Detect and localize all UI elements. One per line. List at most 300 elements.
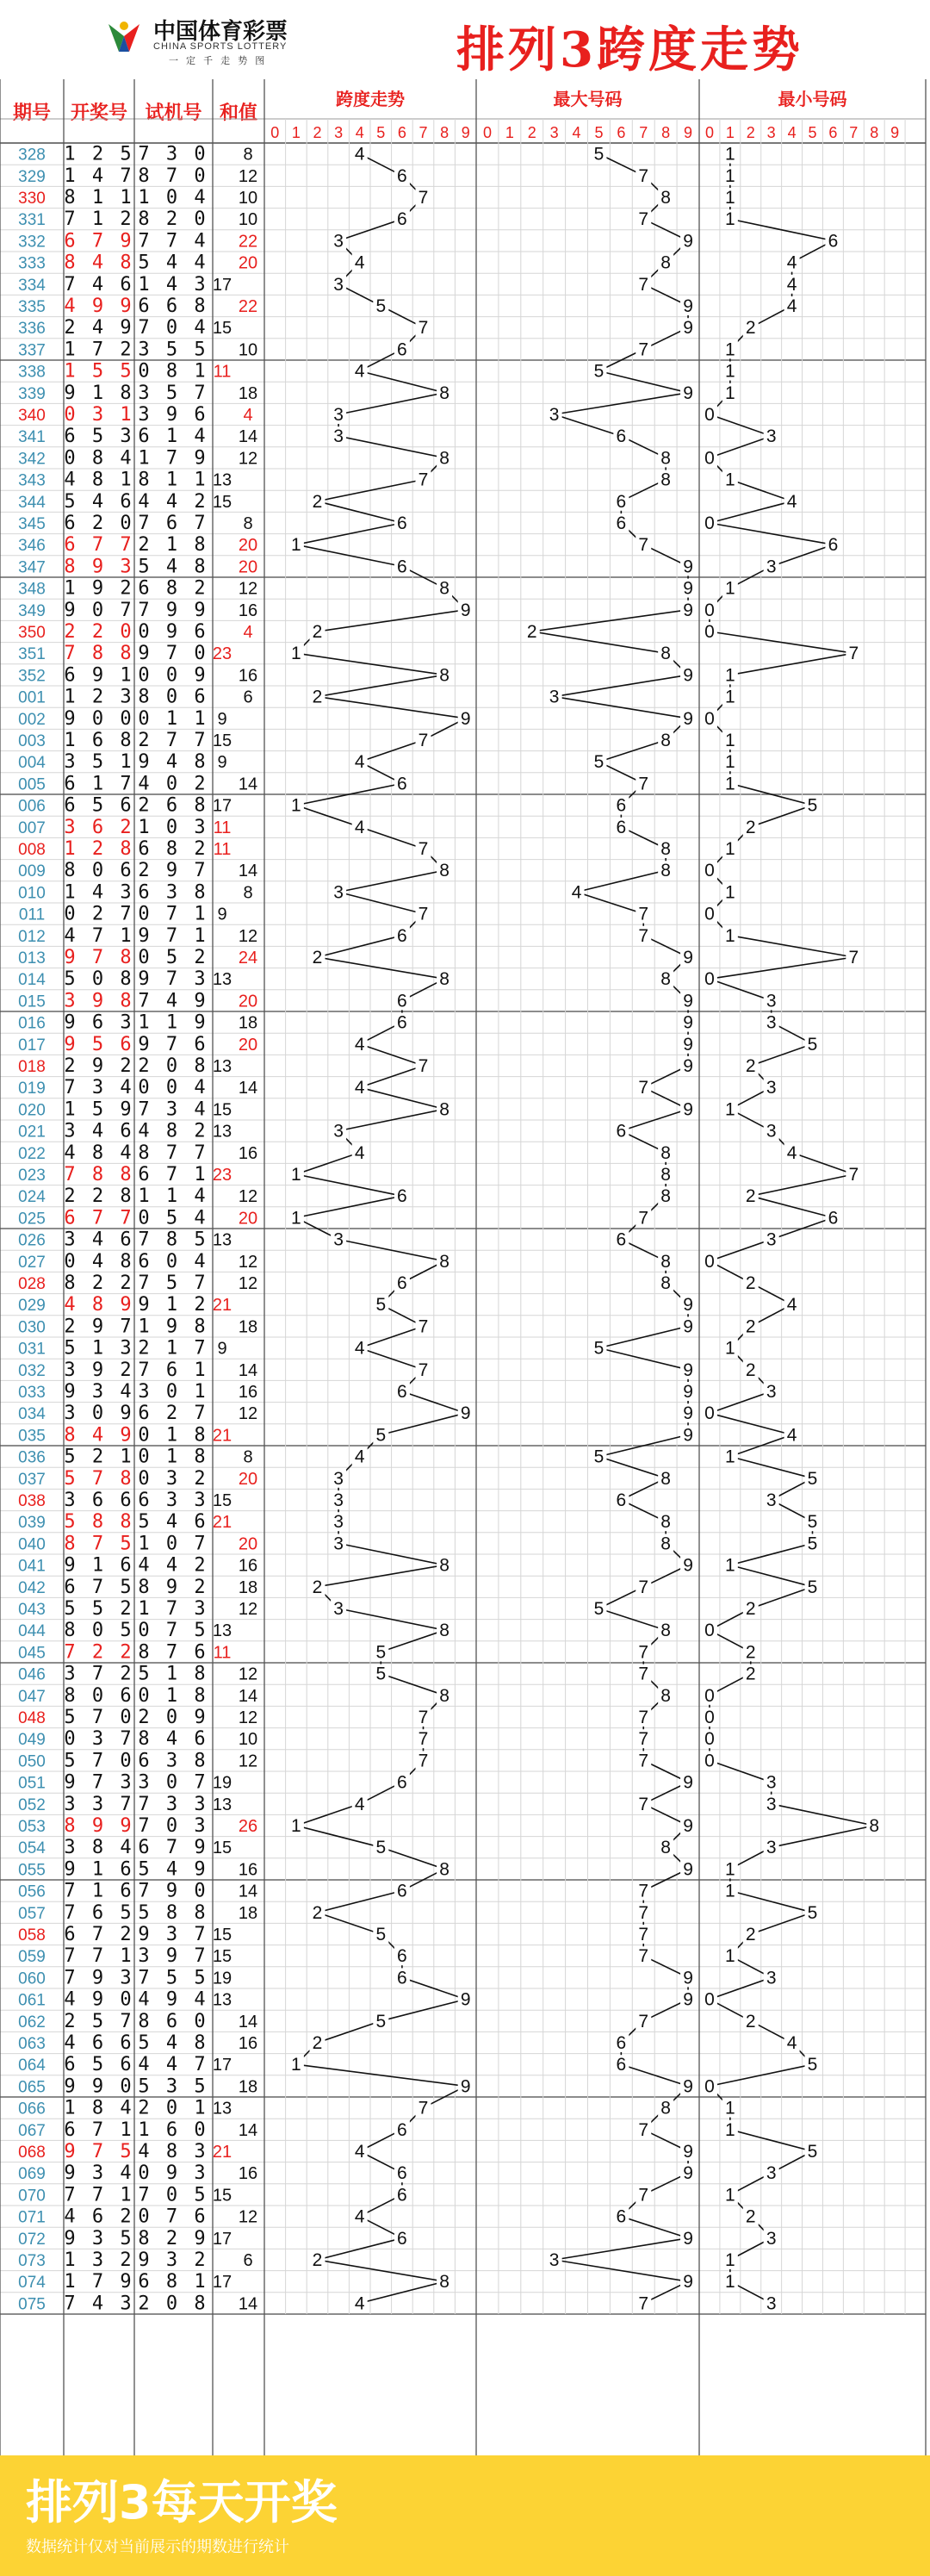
test-cell: 0 3 2: [138, 1467, 208, 1490]
trend-point-min: 2: [745, 1186, 756, 1207]
trend-point-min: 0: [704, 861, 715, 881]
trend-point-max: 8: [660, 1273, 671, 1293]
trend-point-max: 9: [683, 231, 693, 252]
issue-cell: 335: [18, 298, 46, 316]
trend-point-min: 0: [704, 708, 715, 729]
trend-point-min: 3: [766, 1838, 777, 1858]
test-cell: 6 0 4: [138, 1250, 208, 1272]
sum-cell: 9: [217, 753, 227, 773]
trend-point-max: 5: [593, 752, 604, 773]
issue-cell: 346: [18, 537, 46, 556]
digit-header-1-0: 0: [482, 124, 492, 141]
sum-cell: 19: [212, 1969, 232, 1988]
draw-cell: 1 4 7: [64, 165, 134, 187]
draw-cell: 8 0 5: [64, 1620, 134, 1642]
digit-header-2-2: 2: [746, 124, 755, 141]
draw-cell: 7 8 8: [64, 1164, 134, 1185]
digit-header-1-4: 4: [572, 124, 581, 141]
sum-cell: 12: [238, 166, 258, 186]
sum-cell: 12: [238, 2207, 258, 2227]
sum-cell: 14: [238, 2294, 258, 2314]
trend-point-min: 0: [704, 1403, 715, 1424]
test-cell: 2 9 7: [138, 860, 208, 882]
draw-cell: 1 7 9: [64, 2271, 134, 2293]
sum-cell: 15: [212, 731, 232, 750]
test-cell: 7 3 0: [138, 143, 208, 165]
trend-point-max: 6: [616, 2055, 627, 2075]
draw-cell: 3 9 8: [64, 990, 134, 1012]
issue-cell: 019: [18, 1080, 46, 1098]
issue-cell: 062: [18, 2013, 46, 2032]
trend-point-min: 0: [704, 1251, 715, 1272]
sum-cell: 12: [238, 1187, 258, 1207]
sum-cell: 9: [217, 709, 227, 729]
trend-point-max: 7: [638, 2011, 649, 2032]
trend-point-max: 9: [683, 1056, 693, 1076]
trend-point-span: 6: [397, 209, 407, 230]
test-cell: 5 4 4: [138, 252, 208, 274]
draw-cell: 9 0 7: [64, 599, 134, 621]
sum-cell: 4: [243, 623, 253, 642]
trend-point-min: 1: [725, 774, 735, 794]
issue-cell: 027: [18, 1253, 46, 1272]
issue-cell: 338: [18, 363, 46, 382]
trend-point-max: 6: [616, 513, 627, 533]
trend-point-min: 2: [745, 817, 756, 837]
draw-cell: 3 6 2: [64, 816, 134, 838]
trend-point-span: 7: [418, 188, 429, 208]
test-cell: 6 6 8: [138, 296, 208, 317]
trend-point-min: 2: [745, 1360, 756, 1380]
test-cell: 8 2 9: [138, 2227, 208, 2249]
sum-cell: 12: [238, 1252, 258, 1272]
issue-cell: 071: [18, 2208, 46, 2227]
issue-cell: 044: [18, 1622, 46, 1641]
digit-header-0-6: 6: [397, 124, 406, 141]
trend-point-min: 4: [786, 1425, 797, 1446]
test-cell: 7 5 7: [138, 1272, 208, 1294]
trend-point-min: 1: [725, 1859, 735, 1880]
test-cell: 6 8 2: [138, 577, 208, 600]
column-header-1: 开奖号: [70, 102, 128, 123]
draw-cell: 7 7 1: [64, 1945, 134, 1968]
test-cell: 7 4 9: [138, 990, 208, 1012]
trend-point-min: 2: [745, 2011, 756, 2032]
issue-cell: 041: [18, 1557, 46, 1576]
issue-cell: 001: [18, 688, 46, 707]
draw-cell: 4 7 1: [64, 924, 134, 947]
test-cell: 9 7 3: [138, 968, 208, 991]
test-cell: 3 0 7: [138, 1771, 208, 1794]
trend-point-span: 5: [375, 2011, 387, 2032]
issue-cell: 336: [18, 320, 46, 339]
draw-cell: 7 1 6: [64, 1880, 134, 1902]
test-cell: 0 7 5: [138, 1620, 208, 1642]
test-cell: 6 1 4: [138, 426, 208, 448]
sum-cell: 12: [238, 449, 258, 469]
issue-cell: 004: [18, 754, 46, 773]
trend-point-span: 9: [460, 1989, 471, 2010]
sum-cell: 15: [212, 1491, 232, 1510]
draw-cell: 7 7 1: [64, 2184, 134, 2206]
trend-point-min: 1: [725, 383, 735, 403]
draw-cell: 0 3 7: [64, 1728, 134, 1751]
draw-cell: 4 8 1: [64, 469, 134, 491]
trend-point-span: 4: [354, 252, 365, 273]
trend-point-max: 8: [660, 731, 671, 750]
test-cell: 3 5 7: [138, 382, 208, 404]
trend-point-span: 9: [460, 2076, 471, 2097]
draw-cell: 6 5 6: [64, 2054, 134, 2076]
test-cell: 7 0 5: [138, 2184, 208, 2206]
sum-cell: 13: [212, 1122, 232, 1142]
draw-cell: 7 1 2: [64, 208, 134, 231]
test-cell: 6 7 9: [138, 1837, 208, 1859]
trend-point-span: 1: [291, 644, 301, 664]
trend-point-max: 9: [683, 948, 693, 968]
test-cell: 6 3 8: [138, 1750, 208, 1772]
sum-cell: 15: [212, 492, 232, 512]
digit-header-0-3: 3: [334, 124, 344, 141]
trend-point-max: 7: [638, 1751, 649, 1771]
digit-header-2-8: 8: [870, 124, 879, 141]
trend-point-span: 5: [375, 1925, 387, 1944]
sum-cell: 9: [217, 1339, 227, 1359]
test-cell: 1 4 3: [138, 273, 208, 296]
test-cell: 7 6 7: [138, 513, 208, 534]
test-cell: 0 7 1: [138, 903, 208, 925]
test-cell: 7 3 3: [138, 1793, 208, 1815]
trend-point-span: 8: [439, 1099, 450, 1120]
section-title-2: 最小号码: [778, 90, 847, 109]
sum-cell: 8: [243, 514, 253, 533]
sum-cell: 6: [243, 688, 253, 707]
sum-cell: 14: [238, 2012, 258, 2032]
test-cell: 7 9 0: [138, 1880, 208, 1902]
trend-point-max: 5: [593, 1447, 604, 1467]
draw-cell: 3 4 6: [64, 1120, 134, 1142]
trend-point-min: 5: [807, 2142, 818, 2162]
test-cell: 8 7 7: [138, 1142, 208, 1164]
issue-cell: 032: [18, 1361, 46, 1380]
trend-point-min: 0: [704, 1621, 715, 1641]
test-cell: 0 9 6: [138, 621, 208, 643]
digit-header-0-1: 1: [291, 124, 301, 141]
test-cell: 2 0 8: [138, 2293, 208, 2315]
trend-point-max: 8: [660, 839, 671, 859]
trend-point-min: 4: [786, 274, 797, 295]
draw-cell: 0 3 1: [64, 404, 134, 426]
sum-cell: 22: [238, 232, 258, 252]
draw-cell: 6 7 9: [64, 230, 134, 252]
trend-point-span: 8: [439, 861, 450, 881]
sum-cell: 18: [238, 1317, 258, 1337]
sum-cell: 20: [238, 253, 258, 273]
digit-header-1-5: 5: [594, 124, 604, 141]
issue-cell: 052: [18, 1795, 46, 1814]
draw-cell: 5 4 6: [64, 490, 134, 513]
test-cell: 7 6 1: [138, 1359, 208, 1381]
trend-point-min: 0: [704, 1989, 715, 2010]
digit-header-1-1: 1: [505, 124, 514, 141]
issue-cell: 345: [18, 515, 46, 533]
issue-cell: 054: [18, 1839, 46, 1858]
trend-point-min: 3: [766, 426, 777, 447]
trend-point-min: 3: [766, 1229, 777, 1250]
trend-point-max: 8: [660, 969, 671, 990]
digit-header-1-8: 8: [661, 124, 671, 141]
test-cell: 2 6 8: [138, 794, 208, 817]
section-title-1: 最大号码: [553, 90, 623, 109]
trend-point-max: 7: [638, 1794, 649, 1814]
issue-cell: 017: [18, 1036, 46, 1055]
trend-point-max: 7: [638, 1902, 649, 1923]
draw-cell: 3 0 9: [64, 1403, 134, 1425]
trend-point-span: 8: [439, 2272, 450, 2293]
draw-cell: 3 9 2: [64, 1359, 134, 1381]
trend-point-max: 3: [549, 687, 560, 707]
logo-slogan: 一 定 千 走 势 图: [169, 56, 268, 66]
trend-point-max: 9: [683, 2142, 693, 2162]
draw-cell: 7 8 8: [64, 643, 134, 665]
digit-header-1-7: 7: [639, 124, 648, 141]
trend-point-span: 3: [333, 426, 344, 447]
trend-point-max: 9: [683, 1099, 693, 1120]
issue-cell: 046: [18, 1665, 46, 1684]
test-cell: 9 7 6: [138, 1033, 208, 1055]
draw-cell: 8 1 1: [64, 187, 134, 208]
test-cell: 7 7 4: [138, 230, 208, 252]
trend-point-span: 7: [418, 1751, 429, 1771]
trend-point-max: 7: [638, 165, 649, 186]
sum-cell: 16: [238, 666, 258, 686]
digit-header-0-8: 8: [440, 124, 450, 141]
issue-cell: 025: [18, 1210, 46, 1229]
test-cell: 8 9 2: [138, 1576, 208, 1598]
sum-cell: 12: [238, 1404, 258, 1424]
sum-cell: 13: [212, 470, 232, 490]
trend-point-max: 7: [638, 1708, 649, 1727]
sum-cell: 11: [213, 362, 232, 382]
sum-cell: 12: [238, 1600, 258, 1619]
trend-point-span: 6: [397, 2228, 407, 2249]
trend-point-span: 5: [375, 1642, 387, 1663]
trend-point-span: 2: [312, 948, 323, 968]
digit-header-0-7: 7: [418, 124, 428, 141]
issue-cell: 043: [18, 1601, 46, 1619]
test-cell: 5 4 6: [138, 1511, 208, 1534]
test-cell: 8 0 6: [138, 686, 208, 708]
sum-cell: 12: [238, 1708, 258, 1727]
trend-point-span: 8: [439, 1859, 450, 1880]
trend-point-max: 7: [638, 1881, 649, 1901]
trend-point-span: 3: [333, 405, 344, 425]
trend-point-span: 6: [397, 1946, 407, 1967]
trend-point-min: 1: [725, 2250, 735, 2270]
trend-point-max: 8: [660, 1165, 671, 1185]
issue-cell: 333: [18, 254, 46, 273]
trend-point-span: 8: [439, 1251, 450, 1272]
trend-point-min: 1: [725, 2098, 735, 2119]
footer-note: 数据统计仅对当前展示的期数进行统计: [26, 2538, 289, 2556]
trend-point-min: 1: [725, 1099, 735, 1120]
trend-point-span: 6: [397, 339, 407, 360]
draw-cell: 6 7 5: [64, 1576, 134, 1598]
trend-point-span: 6: [397, 1273, 407, 1293]
footer-title: 排列3每天开奖: [26, 2475, 338, 2529]
sum-cell: 8: [243, 1447, 253, 1467]
test-cell: 0 5 2: [138, 947, 208, 968]
trend-point-max: 9: [683, 383, 693, 403]
issue-cell: 006: [18, 797, 46, 816]
trend-point-max: 7: [638, 1577, 649, 1597]
trend-point-min: 0: [704, 969, 715, 990]
trend-point-span: 7: [418, 2098, 429, 2119]
trend-point-span: 9: [460, 1403, 471, 1424]
sum-cell: 13: [212, 1230, 232, 1250]
trend-point-max: 6: [616, 2206, 627, 2227]
issue-cell: 011: [18, 905, 46, 924]
draw-cell: 8 4 8: [64, 252, 134, 274]
sum-cell: 19: [212, 1773, 232, 1793]
test-cell: 9 3 7: [138, 1924, 208, 1945]
trend-point-min: 1: [725, 2272, 735, 2293]
issue-cell: 022: [18, 1144, 46, 1163]
sum-cell: 14: [238, 862, 258, 881]
trend-point-min: 0: [704, 448, 715, 469]
trend-point-min: 0: [704, 513, 715, 533]
test-cell: 9 4 8: [138, 751, 208, 774]
trend-point-span: 3: [333, 274, 344, 295]
trend-point-max: 9: [683, 1772, 693, 1793]
trend-point-max: 9: [683, 1403, 693, 1424]
draw-cell: 9 3 4: [64, 2162, 134, 2185]
trend-point-span: 6: [397, 557, 407, 577]
trend-point-max: 8: [660, 1838, 671, 1858]
trend-point-max: 7: [638, 1729, 649, 1750]
draw-cell: 3 7 2: [64, 1663, 134, 1685]
trend-point-span: 6: [397, 2185, 407, 2206]
trend-point-max: 7: [638, 209, 649, 230]
trend-point-span: 6: [397, 1012, 407, 1033]
trend-point-span: 6: [397, 1881, 407, 1901]
trend-point-span: 3: [333, 231, 344, 252]
issue-cell: 029: [18, 1297, 46, 1316]
trend-point-min: 6: [828, 1208, 839, 1229]
issue-cell: 009: [18, 862, 46, 881]
draw-cell: 2 9 2: [64, 1055, 134, 1077]
test-cell: 1 7 9: [138, 447, 208, 470]
trend-point-min: 4: [786, 1142, 797, 1163]
test-cell: 9 7 0: [138, 643, 208, 665]
trend-point-max: 6: [616, 795, 627, 816]
trend-point-span: 7: [418, 904, 429, 924]
issue-cell: 024: [18, 1188, 46, 1207]
trend-point-min: 0: [704, 2076, 715, 2097]
trend-point-min: 0: [704, 1751, 715, 1771]
issue-cell: 072: [18, 2230, 46, 2249]
issue-cell: 018: [18, 1058, 46, 1076]
digit-header-0-4: 4: [355, 124, 364, 141]
trend-point-max: 7: [638, 2119, 649, 2140]
draw-cell: 1 2 3: [64, 686, 134, 708]
issue-cell: 045: [18, 1644, 46, 1663]
digit-header-2-5: 5: [808, 124, 817, 141]
issue-cell: 050: [18, 1752, 46, 1771]
trend-point-span: 6: [397, 1772, 407, 1793]
trend-point-span: 3: [333, 1490, 344, 1510]
draw-cell: 3 5 1: [64, 751, 134, 774]
trend-point-max: 7: [638, 904, 649, 924]
test-cell: 1 9 8: [138, 1316, 208, 1338]
issue-cell: 068: [18, 2144, 46, 2162]
draw-cell: 1 2 8: [64, 838, 134, 860]
trend-point-max: 6: [616, 426, 627, 447]
sum-cell: 20: [238, 1209, 258, 1229]
trend-point-span: 5: [375, 1295, 387, 1316]
sum-cell: 20: [238, 992, 258, 1011]
test-cell: 5 4 8: [138, 2032, 208, 2054]
trend-point-min: 0: [704, 1685, 715, 1706]
draw-cell: 3 4 6: [64, 1229, 134, 1251]
sum-cell: 13: [212, 970, 232, 990]
trend-point-max: 7: [638, 1642, 649, 1663]
trend-point-min: 1: [725, 2185, 735, 2206]
trend-point-min: 3: [766, 2228, 777, 2249]
trend-point-min: 1: [725, 925, 735, 946]
trend-point-span: 7: [418, 1056, 429, 1076]
test-cell: 1 0 7: [138, 1533, 208, 1555]
sum-cell: 14: [238, 1360, 258, 1380]
trend-point-min: 5: [807, 1902, 818, 1923]
sum-cell: 14: [238, 1079, 258, 1098]
test-cell: 5 1 8: [138, 1663, 208, 1685]
sum-cell: 21: [212, 1513, 232, 1533]
trend-point-span: 8: [439, 383, 450, 403]
trend-point-min: 1: [725, 578, 735, 599]
draw-cell: 9 1 6: [64, 1858, 134, 1881]
test-cell: 0 0 4: [138, 1077, 208, 1099]
issue-cell: 060: [18, 1969, 46, 1988]
trend-point-span: 8: [439, 969, 450, 990]
trend-point-min: 2: [745, 2206, 756, 2227]
sum-cell: 20: [238, 1035, 258, 1055]
trend-point-span: 7: [418, 470, 429, 490]
trend-point-max: 9: [683, 708, 693, 729]
issue-cell: 337: [18, 341, 46, 360]
trend-point-max: 5: [593, 1599, 604, 1619]
issue-cell: 047: [18, 1687, 46, 1706]
trend-point-min: 3: [766, 991, 777, 1011]
sum-cell: 13: [212, 1795, 232, 1814]
trend-point-max: 9: [683, 318, 693, 339]
test-cell: 1 0 3: [138, 816, 208, 838]
sum-cell: 18: [238, 1577, 258, 1597]
draw-cell: 4 9 9: [64, 296, 134, 317]
sum-cell: 20: [238, 1469, 258, 1489]
trend-point-min: 1: [725, 470, 735, 490]
trend-point-min: 1: [725, 1881, 735, 1901]
trend-point-max: 7: [638, 925, 649, 946]
test-cell: 9 3 2: [138, 2249, 208, 2271]
test-cell: 2 0 8: [138, 1055, 208, 1077]
trend-point-min: 0: [704, 600, 715, 620]
draw-cell: 5 7 8: [64, 1467, 134, 1490]
trend-point-max: 9: [683, 2272, 693, 2293]
trend-point-max: 6: [616, 817, 627, 837]
lottery-logo-icon: [105, 17, 143, 60]
trend-point-span: 3: [333, 1468, 344, 1489]
